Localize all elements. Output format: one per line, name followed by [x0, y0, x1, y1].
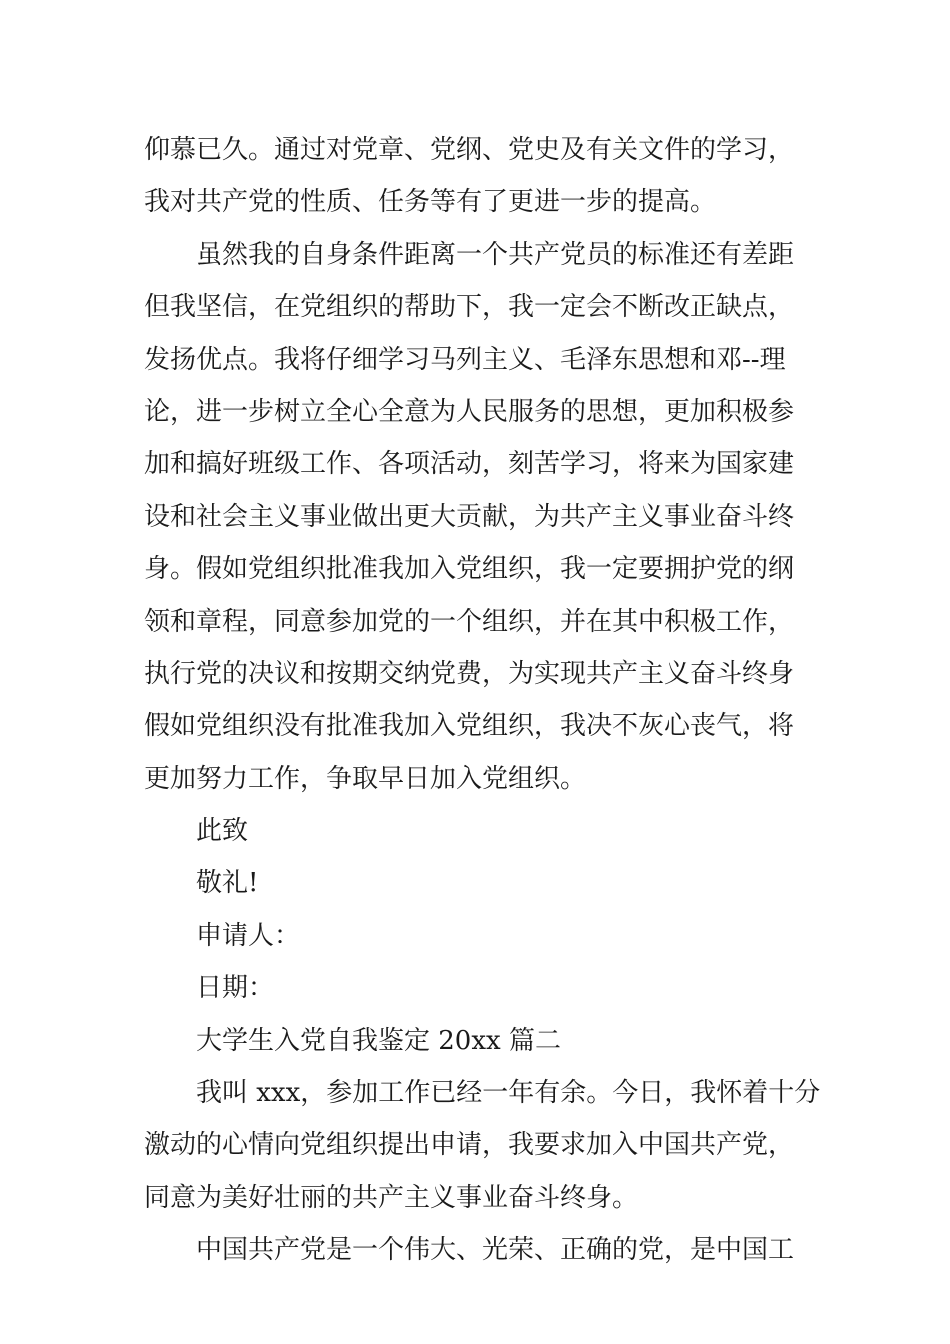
- body-line: 我对共产党的性质、任务等有了更进一步的提高。: [144, 187, 717, 218]
- body-line: 身。假如党组织批准我加入党组织，我一定要拥护党的纲: [144, 554, 795, 585]
- section-heading: 大学生入党自我鉴定 20xx 篇二: [196, 1025, 561, 1056]
- paragraph-start-line: 中国共产党是一个伟大、光荣、正确的党，是中国工: [196, 1235, 795, 1266]
- body-line: 领和章程，同意参加党的一个组织，并在其中积极工作，: [144, 606, 795, 637]
- closing-salutation: 此致: [196, 816, 249, 847]
- body-line: 执行党的决议和按期交纳党费，为实现共产主义奋斗终身: [144, 658, 795, 689]
- closing-regards: 敬礼!: [196, 868, 259, 899]
- body-line: 仰慕已久。通过对党章、党纲、党史及有关文件的学习，: [144, 135, 795, 165]
- body-line: 加和搞好班级工作、各项活动，刻苦学习，将来为国家建: [144, 449, 795, 480]
- body-line: 假如党组织没有批准我加入党组织，我决不灰心丧气，将: [144, 711, 795, 742]
- body-line: 论，进一步树立全心全意为人民服务的思想，更加积极参: [144, 396, 795, 427]
- body-line: 激动的心情向党组织提出申请，我要求加入中国共产党，: [144, 1130, 795, 1161]
- date-label: 日期：: [196, 973, 275, 1004]
- paragraph-start-line: 我叫 xxx，参加工作已经一年有余。今日，我怀着十分: [196, 1078, 821, 1109]
- body-line: 但我坚信，在党组织的帮助下，我一定会不断改正缺点，: [144, 292, 795, 323]
- applicant-label: 申请人：: [196, 920, 301, 951]
- paragraph-start-line: 虽然我的自身条件距离一个共产党员的标准还有差距: [196, 239, 795, 270]
- body-line: 发扬优点。我将仔细学习马列主义、毛泽东思想和邓--理: [144, 344, 786, 375]
- body-line: 设和社会主义事业做出更大贡献，为共产主义事业奋斗终: [144, 501, 795, 532]
- document-body: [144, 124, 821, 1277]
- body-line: 同意为美好壮丽的共产主义事业奋斗终身。: [144, 1182, 639, 1213]
- body-line: 更加努力工作，争取早日加入党组织。: [144, 763, 587, 794]
